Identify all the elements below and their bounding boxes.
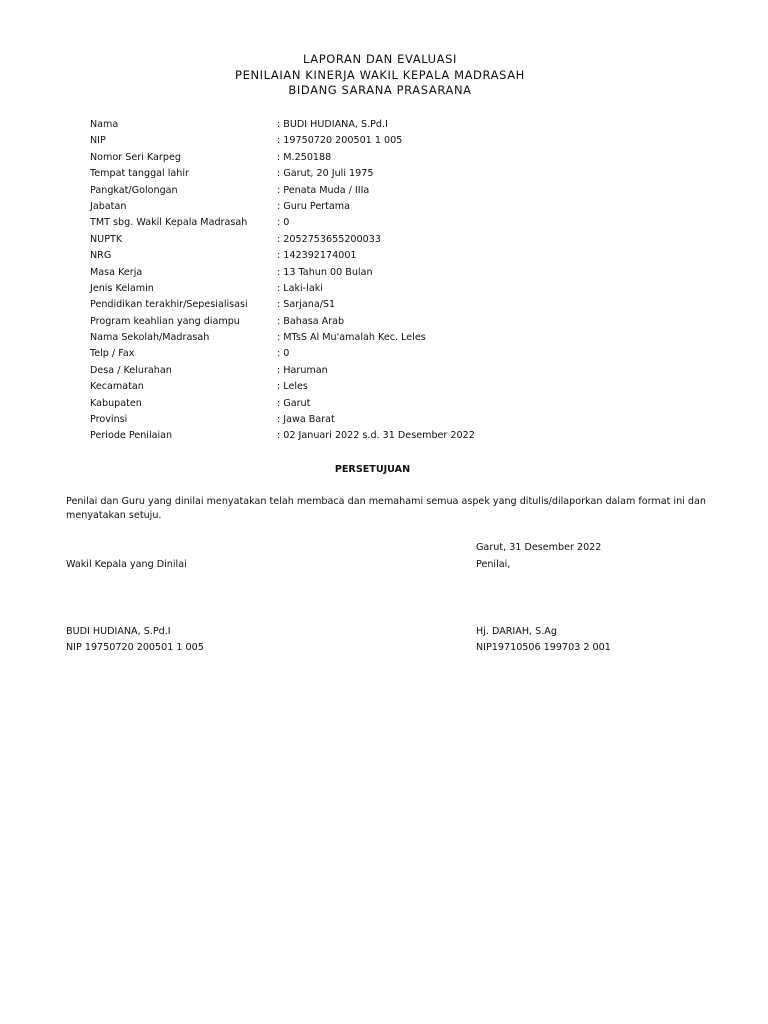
info-value: : 2052753655200033 bbox=[277, 233, 381, 245]
info-value: : M.250188 bbox=[277, 151, 332, 163]
info-label: NUPTK bbox=[90, 233, 123, 245]
info-label: Nama Sekolah/Madrasah bbox=[90, 332, 210, 344]
info-value: : Bahasa Arab bbox=[277, 315, 345, 327]
title-line-2: PENILAIAN KINERJA WAKIL KEPALA MADRASAH bbox=[235, 67, 525, 82]
info-row bbox=[90, 314, 650, 330]
approval-heading: PERSETUJUAN bbox=[334, 464, 411, 475]
info-label: Periode Penilaian bbox=[90, 430, 173, 442]
info-row bbox=[90, 199, 650, 215]
info-row bbox=[90, 183, 650, 199]
title-line-3: BIDANG SARANA PRASARANA bbox=[288, 83, 472, 97]
info-row bbox=[90, 346, 650, 362]
info-row bbox=[90, 133, 650, 149]
info-value: : 02 Januari 2022 s.d. 31 Desember 2022 bbox=[277, 430, 475, 442]
info-row bbox=[90, 150, 650, 166]
approval-statement: Penilai dan Guru yang dinilai menyatakan telah membaca dan memahami semua aspek yang ditulis/dilaporkan dalam format ini dan menyatakan setuju. bbox=[66, 496, 706, 521]
info-label: TMT sbg. Wakil Kepala Madrasah bbox=[90, 217, 248, 229]
title-line-1: LAPORAN DAN EVALUASI bbox=[302, 52, 458, 66]
info-label: Nomor Seri Karpeg bbox=[90, 151, 181, 163]
info-label: Masa Kerja bbox=[90, 266, 143, 278]
right-signer-nip: NIP19710506 199703 2 001 bbox=[476, 642, 611, 653]
info-row bbox=[90, 265, 650, 281]
info-value: : Haruman bbox=[277, 364, 328, 376]
info-label: Pangkat/Golongan bbox=[90, 184, 178, 196]
info-label: Program keahlian yang diampu bbox=[90, 315, 240, 327]
info-label: Provinsi bbox=[90, 414, 128, 426]
info-row bbox=[90, 248, 650, 264]
info-row bbox=[90, 232, 650, 248]
document-title bbox=[0, 52, 760, 99]
info-value: : Garut bbox=[277, 397, 311, 409]
info-label: Desa / Kelurahan bbox=[90, 364, 172, 376]
info-value: : 13 Tahun 00 Bulan bbox=[277, 266, 373, 278]
info-row bbox=[90, 166, 650, 182]
info-label: Tempat tanggal lahir bbox=[90, 168, 189, 180]
info-label: NRG bbox=[90, 250, 112, 262]
info-value: : BUDI HUDIANA, S.Pd.I bbox=[277, 119, 388, 130]
info-row bbox=[90, 428, 650, 444]
info-value: : Jawa Barat bbox=[277, 414, 335, 426]
info-value: : 142392174001 bbox=[277, 250, 357, 262]
info-value: : Leles bbox=[277, 381, 308, 393]
info-value: : Penata Muda / IIIa bbox=[277, 184, 370, 196]
info-row bbox=[90, 396, 650, 412]
identity-table bbox=[90, 117, 650, 445]
right-signer-name: Hj. DARIAH, S.Ag bbox=[476, 626, 557, 637]
info-row bbox=[90, 379, 650, 395]
info-label: Kecamatan bbox=[90, 381, 144, 393]
info-label: Telp / Fax bbox=[90, 348, 135, 360]
info-value: : Guru Pertama bbox=[277, 200, 351, 212]
info-row bbox=[90, 117, 650, 133]
info-label: Pendidikan terakhir/Sepesialisasi bbox=[90, 299, 248, 311]
info-value: : Laki-laki bbox=[277, 282, 323, 294]
info-row bbox=[90, 412, 650, 428]
place-date: Garut, 31 Desember 2022 bbox=[476, 542, 602, 553]
info-row bbox=[90, 215, 650, 231]
info-label: NIP bbox=[90, 135, 106, 147]
info-label: Jenis Kelamin bbox=[90, 282, 154, 294]
info-value: : 0 bbox=[277, 217, 290, 229]
info-value: : Sarjana/S1 bbox=[277, 299, 336, 311]
right-signer-role: Penilai, bbox=[476, 559, 511, 570]
info-label: Kabupaten bbox=[90, 397, 142, 409]
info-value: : Garut, 20 Juli 1975 bbox=[277, 168, 374, 180]
info-row bbox=[90, 330, 650, 346]
info-label: Nama bbox=[90, 119, 119, 130]
left-signer-role: Wakil Kepala yang Dinilai bbox=[66, 559, 187, 570]
info-label: Jabatan bbox=[90, 200, 127, 212]
info-row bbox=[90, 297, 650, 313]
left-signer-nip: NIP 19750720 200501 1 005 bbox=[66, 642, 204, 653]
info-value: : 0 bbox=[277, 348, 290, 360]
info-row bbox=[90, 363, 650, 379]
left-signer-name: BUDI HUDIANA, S.Pd.I bbox=[66, 626, 171, 637]
info-row bbox=[90, 281, 650, 297]
info-value: : 19750720 200501 1 005 bbox=[277, 135, 403, 147]
info-value: : MTsS Al Mu'amalah Kec. Leles bbox=[277, 332, 426, 344]
